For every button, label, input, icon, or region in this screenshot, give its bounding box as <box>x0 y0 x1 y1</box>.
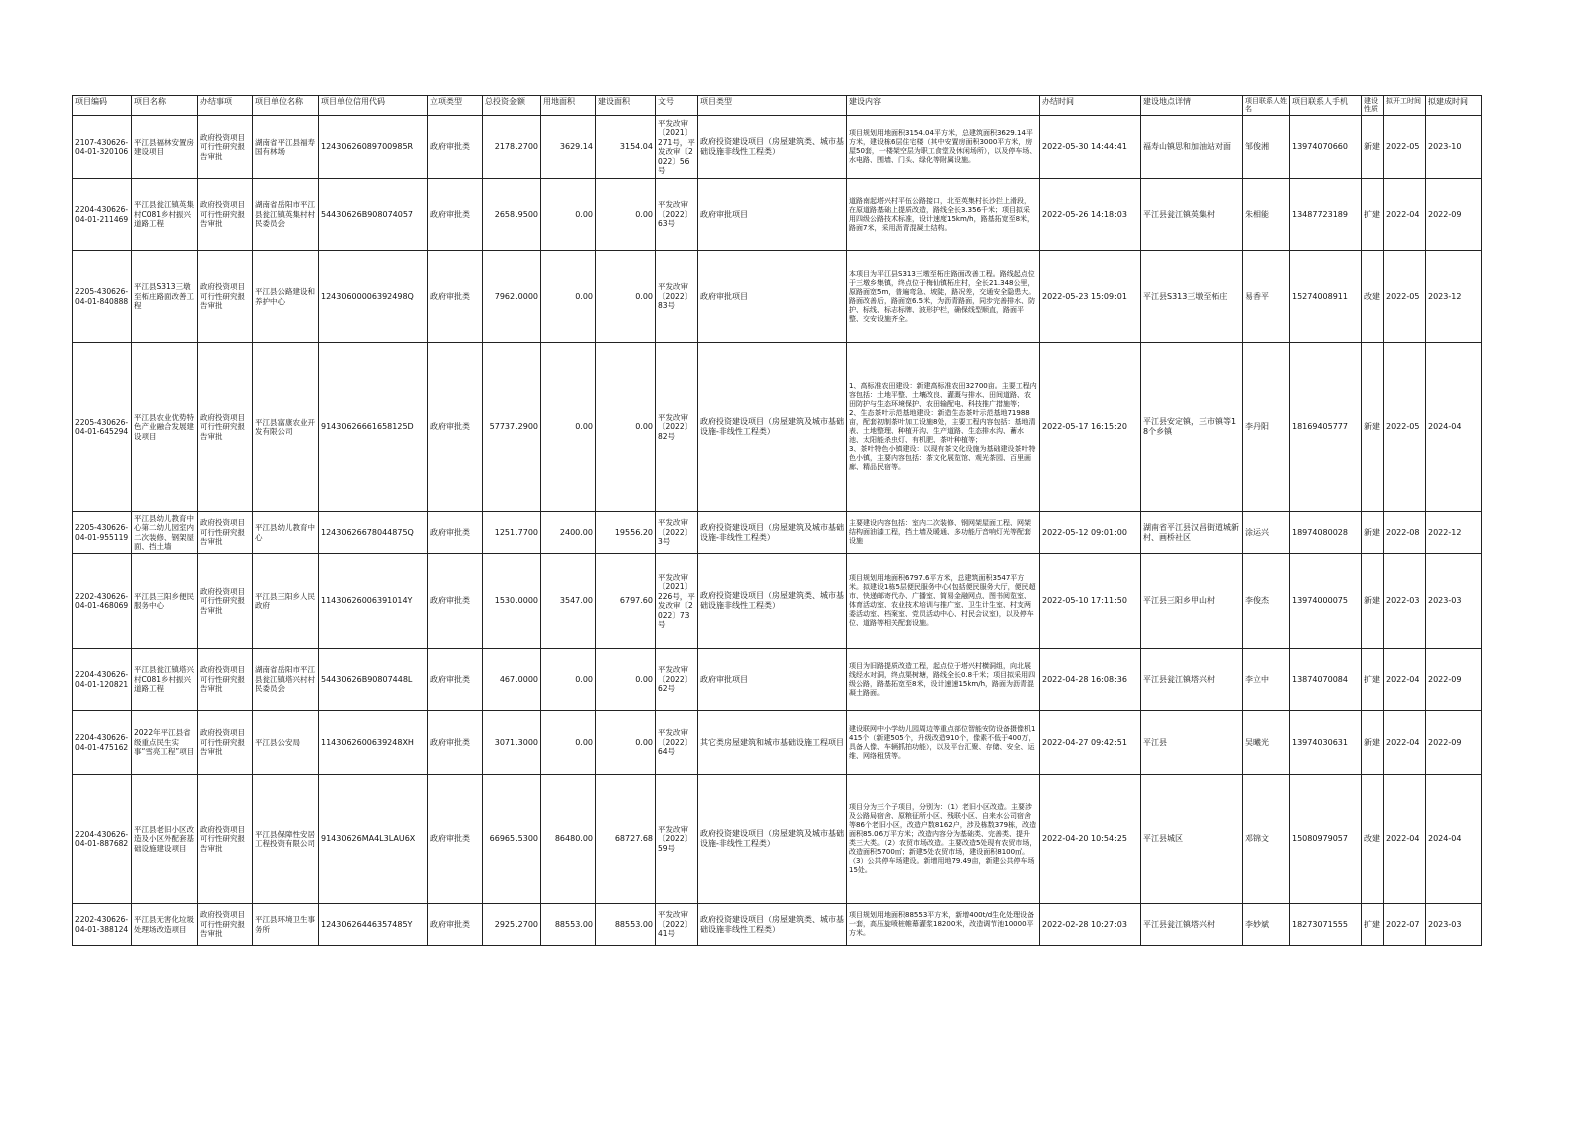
planned-end: 2022-12 <box>1426 512 1482 554</box>
project-type: 政府投资建设项目（房屋建筑类、城市基础设施非线性工程类） <box>698 116 847 179</box>
unit-name: 平江县公路建设和养护中心 <box>253 251 319 343</box>
project-type: 政府投资建设项目（房屋建筑及城市基础设施-非线性工程类） <box>698 775 847 904</box>
construction-nature: 新建 <box>1362 554 1384 649</box>
project-code: 2205-430626-04-01-955119 <box>73 512 132 554</box>
construction-content: 本项目为平江县S313三墩至柘庄路面改善工程。路线起点位于三墩乡集镇，终点位于梅仙镇柘庄村，全长21.348公里，原路面宽5m，普遍弯急、坡陡，路况差，交通安全隐患大。路面改善后，路面宽6.5米，为沥青路面，同步完善排水、防护、标线、标志标牌、波形护栏，确保线型顺直，路面平整、交安设施齐全。 <box>847 251 1040 343</box>
column-header: 项目联系人姓名 <box>1243 96 1290 116</box>
construction-nature: 新建 <box>1362 512 1384 554</box>
total-investment: 66965.5300 <box>483 775 541 904</box>
document-number: 平发改审〔2022〕3号 <box>656 512 698 554</box>
project-type: 政府投资建设项目（房屋建筑及城市基础设施-非线性工程类） <box>698 343 847 512</box>
completion-time: 2022-04-28 16:08:36 <box>1040 649 1141 711</box>
contact-phone: 15274008911 <box>1290 251 1362 343</box>
project-type: 其它类房屋建筑和城市基础设施工程项目 <box>698 711 847 775</box>
contact-name: 朱相能 <box>1243 179 1290 251</box>
document-number: 平发改审〔2022〕82号 <box>656 343 698 512</box>
column-header: 立项类型 <box>428 96 483 116</box>
approval-type: 政府审批类 <box>428 649 483 711</box>
approval-matter: 政府投资项目可行性研究报告审批 <box>198 179 253 251</box>
project-type: 政府投资建设项目（房屋建筑类、城市基础设施非线性工程类） <box>698 554 847 649</box>
location-detail: 平江县瓮江镇塔兴村 <box>1141 649 1243 711</box>
planned-start: 2022-04 <box>1384 711 1426 775</box>
column-header: 办结时间 <box>1040 96 1141 116</box>
approval-matter: 政府投资项目可行性研究报告审批 <box>198 251 253 343</box>
column-header: 建设面积 <box>596 96 656 116</box>
project-name: 平江县瓮江镇英集村C081乡村振兴道路工程 <box>132 179 198 251</box>
location-detail: 福寿山镇思和加油站对面 <box>1141 116 1243 179</box>
completion-time: 2022-05-17 16:15:20 <box>1040 343 1141 512</box>
project-name: 平江县三阳乡便民服务中心 <box>132 554 198 649</box>
completion-time: 2022-05-12 09:01:00 <box>1040 512 1141 554</box>
location-detail: 平江县瓮江镇英集村 <box>1141 179 1243 251</box>
planned-end: 2022-09 <box>1426 711 1482 775</box>
approval-type: 政府审批类 <box>428 904 483 946</box>
column-header: 项目联系人手机 <box>1290 96 1362 116</box>
approval-matter: 政府投资项目可行性研究报告审批 <box>198 116 253 179</box>
project-code: 2204-430626-04-01-211469 <box>73 179 132 251</box>
location-detail: 湖南省平江县汉昌街道城新村、画桥社区 <box>1141 512 1243 554</box>
construction-content: 项目规划用地面积88553平方米，新增400t/d生化处理设备一套，高压旋喷桩帷幕灌浆18200米，改造调节池10000平方米。 <box>847 904 1040 946</box>
column-header: 项目编码 <box>73 96 132 116</box>
table-row <box>73 343 1482 512</box>
contact-name: 易香平 <box>1243 251 1290 343</box>
contact-phone: 13874070084 <box>1290 649 1362 711</box>
building-area: 0.00 <box>596 649 656 711</box>
column-header: 项目单位信用代码 <box>319 96 428 116</box>
document-number: 平发改审〔2021〕226号，平发改审〔2022〕73号 <box>656 554 698 649</box>
construction-nature: 扩建 <box>1362 649 1384 711</box>
building-area: 6797.60 <box>596 554 656 649</box>
planned-start: 2022-03 <box>1384 554 1426 649</box>
project-name: 平江县幼儿教育中心第二幼儿园室内二次装修、钢架屋面、挡土墙 <box>132 512 198 554</box>
project-name: 平江县农业优势特色产业融合发展建设项目 <box>132 343 198 512</box>
construction-nature: 新建 <box>1362 116 1384 179</box>
contact-name: 李妙斌 <box>1243 904 1290 946</box>
land-area: 2400.00 <box>541 512 596 554</box>
approval-type: 政府审批类 <box>428 775 483 904</box>
location-detail: 平江县 <box>1141 711 1243 775</box>
table-row <box>73 179 1482 251</box>
project-name: 平江县S313三墩至柘庄路面改善工程 <box>132 251 198 343</box>
unit-name: 平江县三阳乡人民政府 <box>253 554 319 649</box>
planned-end: 2023-03 <box>1426 904 1482 946</box>
table-row <box>73 649 1482 711</box>
contact-phone: 18169405777 <box>1290 343 1362 512</box>
construction-content: 建设联网中小学幼儿园周边等重点部位智能安防设备摄像机1415个（新建505个，升级改造910个，像素不低于400万，具备人像、车辆抓拍功能），以及平台汇聚、存储、安全、运维、网络租赁等。 <box>847 711 1040 775</box>
approval-matter: 政府投资项目可行性研究报告审批 <box>198 775 253 904</box>
unit-name: 平江县幼儿教育中心 <box>253 512 319 554</box>
construction-content: 主要建设内容包括：室内二次装修、钢网架屋面工程、网架结构面油漆工程，挡土墙及暖通、多功能厅音响灯光等配套设施 <box>847 512 1040 554</box>
completion-time: 2022-04-20 10:54:25 <box>1040 775 1141 904</box>
location-detail: 平江县三阳乡甲山村 <box>1141 554 1243 649</box>
land-area: 86480.00 <box>541 775 596 904</box>
header-row <box>73 96 1482 116</box>
project-name: 2022年平江县省级重点民生实事“雪亮工程”项目 <box>132 711 198 775</box>
land-area: 0.00 <box>541 649 596 711</box>
document-number: 平发改审〔2022〕63号 <box>656 179 698 251</box>
total-investment: 7962.0000 <box>483 251 541 343</box>
land-area: 88553.00 <box>541 904 596 946</box>
credit-code: 12430626089700985R <box>319 116 428 179</box>
approval-matter: 政府投资项目可行性研究报告审批 <box>198 512 253 554</box>
contact-name: 李丹阳 <box>1243 343 1290 512</box>
total-investment: 1251.7700 <box>483 512 541 554</box>
approval-type: 政府审批类 <box>428 512 483 554</box>
total-investment: 2925.2700 <box>483 904 541 946</box>
unit-name: 平江县环境卫生事务所 <box>253 904 319 946</box>
building-area: 68727.68 <box>596 775 656 904</box>
project-code: 2204-430626-04-01-120821 <box>73 649 132 711</box>
planned-end: 2023-12 <box>1426 251 1482 343</box>
planned-start: 2022-04 <box>1384 649 1426 711</box>
contact-phone: 18273071555 <box>1290 904 1362 946</box>
contact-phone: 13487723189 <box>1290 179 1362 251</box>
approval-matter: 政府投资项目可行性研究报告审批 <box>198 649 253 711</box>
column-header: 文号 <box>656 96 698 116</box>
approval-type: 政府审批类 <box>428 343 483 512</box>
planned-end: 2023-10 <box>1426 116 1482 179</box>
contact-name: 邓锦文 <box>1243 775 1290 904</box>
document-number: 平发改审〔2022〕64号 <box>656 711 698 775</box>
completion-time: 2022-05-10 17:11:50 <box>1040 554 1141 649</box>
planned-end: 2023-03 <box>1426 554 1482 649</box>
building-area: 0.00 <box>596 343 656 512</box>
document-number: 平发改审〔2021〕271号，平发改审〔2022〕56号 <box>656 116 698 179</box>
planned-end: 2022-09 <box>1426 649 1482 711</box>
unit-name: 湖南省岳阳市平江县瓮江镇英集村村民委员会 <box>253 179 319 251</box>
table-row <box>73 775 1482 904</box>
planned-end: 2024-04 <box>1426 775 1482 904</box>
table-row <box>73 116 1482 179</box>
approval-type: 政府审批类 <box>428 554 483 649</box>
planned-end: 2022-09 <box>1426 179 1482 251</box>
column-header: 用地面积 <box>541 96 596 116</box>
land-area: 3629.14 <box>541 116 596 179</box>
project-table <box>72 95 1482 946</box>
project-code: 2205-430626-04-01-840888 <box>73 251 132 343</box>
construction-nature: 改建 <box>1362 251 1384 343</box>
column-header: 办结事项 <box>198 96 253 116</box>
credit-code: 11430626006391014Y <box>319 554 428 649</box>
construction-content: 项目分为三个子项目，分别为：（1）老旧小区改造。主要涉及公路局宿舍、原粮征所小区、残联小区、自来水公司宿舍等86个老旧小区，改造户数8162户，涉及栋数379栋，改造面积85.06万平方米；改造内容分为基础类、完善类、提升类三大类。（2）农贸市场改造。主要改造5处现有农贸市场，改造面积5700㎡；新建5处农贸市场，建设面积8100㎡。（3）公共停车场建设。新增用地79.49亩，新建公共停车场15处。 <box>847 775 1040 904</box>
building-area: 19556.20 <box>596 512 656 554</box>
document-number: 平发改审〔2022〕41号 <box>656 904 698 946</box>
planned-start: 2022-04 <box>1384 775 1426 904</box>
contact-name: 李立中 <box>1243 649 1290 711</box>
column-header: 项目单位名称 <box>253 96 319 116</box>
planned-start: 2022-07 <box>1384 904 1426 946</box>
construction-content: 项目规划用地面积6797.6平方米，总建筑面积3547平方米。拟建设1栋5层便民服务中心(包括便民服务大厅，便民超市、快递邮寄代办、广播室、简易金融网点、图书阅览室、体育活动室、农业技术培训与推广室、卫生计生室、村支两委活动室、档案室、党员活动中心、村民会议室)，以及停车位、道路等相关配套设施。 <box>847 554 1040 649</box>
column-header: 建设地点详情 <box>1141 96 1243 116</box>
approval-matter: 政府投资项目可行性研究报告审批 <box>198 711 253 775</box>
project-type: 政府审批项目 <box>698 179 847 251</box>
credit-code: 12430626446357485Y <box>319 904 428 946</box>
contact-name: 李俊杰 <box>1243 554 1290 649</box>
completion-time: 2022-05-30 14:44:41 <box>1040 116 1141 179</box>
credit-code: 91430626MA4L3LAU6X <box>319 775 428 904</box>
total-investment: 3071.3000 <box>483 711 541 775</box>
project-code: 2204-430626-04-01-475162 <box>73 711 132 775</box>
document-number: 平发改审〔2022〕62号 <box>656 649 698 711</box>
construction-nature: 新建 <box>1362 343 1384 512</box>
completion-time: 2022-04-27 09:42:51 <box>1040 711 1141 775</box>
table-row <box>73 904 1482 946</box>
table-row <box>73 711 1482 775</box>
land-area: 3547.00 <box>541 554 596 649</box>
column-header: 建设性质 <box>1362 96 1384 116</box>
project-type: 政府审批项目 <box>698 649 847 711</box>
total-investment: 2658.9500 <box>483 179 541 251</box>
unit-name: 平江县富康农业开发有限公司 <box>253 343 319 512</box>
project-code: 2202-430626-04-01-388124 <box>73 904 132 946</box>
construction-nature: 新建 <box>1362 711 1384 775</box>
building-area: 0.00 <box>596 179 656 251</box>
project-name: 平江县福林安置房建设项目 <box>132 116 198 179</box>
planned-start: 2022-05 <box>1384 343 1426 512</box>
approval-matter: 政府投资项目可行性研究报告审批 <box>198 343 253 512</box>
total-investment: 57737.2900 <box>483 343 541 512</box>
completion-time: 2022-05-23 15:09:01 <box>1040 251 1141 343</box>
column-header: 项目名称 <box>132 96 198 116</box>
contact-phone: 13974030631 <box>1290 711 1362 775</box>
project-name: 平江县无害化垃圾处理场改造项目 <box>132 904 198 946</box>
credit-code: 91430626661658125D <box>319 343 428 512</box>
approval-type: 政府审批类 <box>428 179 483 251</box>
contact-phone: 18974080028 <box>1290 512 1362 554</box>
construction-content: 项目为旧路提质改造工程，起点位于塔兴村横洞组，向北展线经水对洞，终点渠树塘，路线全长0.8千米；项目拟采用四级公路，路基拓宽至8米，设计速速15km/h，路面为沥青混凝土路面。 <box>847 649 1040 711</box>
construction-nature: 扩建 <box>1362 179 1384 251</box>
project-name: 平江县老旧小区改造及小区外配套基础设施建设项目 <box>132 775 198 904</box>
approval-type: 政府审批类 <box>428 116 483 179</box>
total-investment: 2178.2700 <box>483 116 541 179</box>
approval-type: 政府审批类 <box>428 251 483 343</box>
project-code: 2205-430626-04-01-645294 <box>73 343 132 512</box>
unit-name: 湖南省平江县福寿国有林场 <box>253 116 319 179</box>
table-row <box>73 554 1482 649</box>
column-header: 建设内容 <box>847 96 1040 116</box>
contact-phone: 15080979057 <box>1290 775 1362 904</box>
contact-phone: 13974000075 <box>1290 554 1362 649</box>
land-area: 0.00 <box>541 711 596 775</box>
credit-code: 12430626678044875Q <box>319 512 428 554</box>
contact-name: 邹俊湘 <box>1243 116 1290 179</box>
unit-name: 湖南省岳阳市平江县瓮江镇塔兴村村民委员会 <box>253 649 319 711</box>
land-area: 0.00 <box>541 343 596 512</box>
project-code: 2204-430626-04-01-887682 <box>73 775 132 904</box>
document-number: 平发改审〔2022〕83号 <box>656 251 698 343</box>
approval-matter: 政府投资项目可行性研究报告审批 <box>198 904 253 946</box>
completion-time: 2022-02-28 10:27:03 <box>1040 904 1141 946</box>
contact-name: 吴曦光 <box>1243 711 1290 775</box>
planned-start: 2022-08 <box>1384 512 1426 554</box>
credit-code: 12430600006392498Q <box>319 251 428 343</box>
location-detail: 平江县城区 <box>1141 775 1243 904</box>
location-detail: 平江县S313三墩至柘庄 <box>1141 251 1243 343</box>
project-code: 2107-430626-04-01-320106 <box>73 116 132 179</box>
building-area: 88553.00 <box>596 904 656 946</box>
construction-nature: 改建 <box>1362 775 1384 904</box>
location-detail: 平江县瓮江镇塔兴村 <box>1141 904 1243 946</box>
construction-nature: 扩建 <box>1362 904 1384 946</box>
planned-start: 2022-04 <box>1384 179 1426 251</box>
planned-end: 2024-04 <box>1426 343 1482 512</box>
completion-time: 2022-05-26 14:18:03 <box>1040 179 1141 251</box>
project-type: 政府投资建设项目（房屋建筑及城市基础设施-非线性工程类） <box>698 512 847 554</box>
unit-name: 平江县公安局 <box>253 711 319 775</box>
column-header: 拟开工时间 <box>1384 96 1426 116</box>
planned-start: 2022-05 <box>1384 116 1426 179</box>
project-type: 政府审批项目 <box>698 251 847 343</box>
column-header: 拟建成时间 <box>1426 96 1482 116</box>
construction-content: 1、高标准农田建设：新建高标准农田32700亩。主要工程内容包括：土地平整、土壤改良、灌溉与排水、田间道路、农田防护与生态环境保护、农田输配电、科技推广措施等； 2、生态茶叶示范基地建设：新造生态茶叶示范基地71988亩，配套初制茶叶加工设施8处，主要工程内容包括：基地清表、土地整理、种植开沟、生产道路、生态排水沟、蓄水池、太阳能杀虫灯、有机肥、茶叶种植等； 3、茶叶特色小镇建设：以现有茶文化设施为基础建设茶叶特色小镇，主要内容包括：茶文化展览馆、观光茶园、百里画廊、精品民宿等。 <box>847 343 1040 512</box>
construction-content: 道路南起塔兴村平伍公路接口，北至英集村长沙拦上滑段，在原道路基础上提质改造，路线全长3.356千米；项目拟采用四级公路技术标准，设计速度15km/h，路基拓宽至8米，路面7米，采用沥青混凝土结构。 <box>847 179 1040 251</box>
land-area: 0.00 <box>541 251 596 343</box>
building-area: 0.00 <box>596 251 656 343</box>
project-name: 平江县瓮江镇塔兴村C081乡村振兴道路工程 <box>132 649 198 711</box>
building-area: 3154.04 <box>596 116 656 179</box>
approval-matter: 政府投资项目可行性研究报告审批 <box>198 554 253 649</box>
location-detail: 平江县安定镇，三市镇等18个乡镇 <box>1141 343 1243 512</box>
table-row <box>73 512 1482 554</box>
construction-content: 项目规划用地面积3154.04平方米，总建筑面积3629.14平方米，建设栋6层住宅楼（其中安置房面积3000平方米，房屋50套，一楼架空层为职工食堂及休闲场所），以及停车场、水电路、围墙、门头、绿化等附属设施。 <box>847 116 1040 179</box>
planned-start: 2022-05 <box>1384 251 1426 343</box>
approval-type: 政府审批类 <box>428 711 483 775</box>
table-row <box>73 251 1482 343</box>
document-number: 平发改审〔2022〕59号 <box>656 775 698 904</box>
credit-code: 54430626B908074057 <box>319 179 428 251</box>
column-header: 项目类型 <box>698 96 847 116</box>
project-type: 政府投资建设项目（房屋建筑类、城市基础设施非线性工程类） <box>698 904 847 946</box>
credit-code: 54430626B90807448L <box>319 649 428 711</box>
column-header: 总投资金额 <box>483 96 541 116</box>
project-code: 2202-430626-04-01-468069 <box>73 554 132 649</box>
total-investment: 467.0000 <box>483 649 541 711</box>
building-area: 0.00 <box>596 711 656 775</box>
land-area: 0.00 <box>541 179 596 251</box>
total-investment: 1530.0000 <box>483 554 541 649</box>
contact-phone: 13974070660 <box>1290 116 1362 179</box>
credit-code: 1143062600639248XH <box>319 711 428 775</box>
contact-name: 涂运兴 <box>1243 512 1290 554</box>
unit-name: 平江县保障性安居工程投资有限公司 <box>253 775 319 904</box>
